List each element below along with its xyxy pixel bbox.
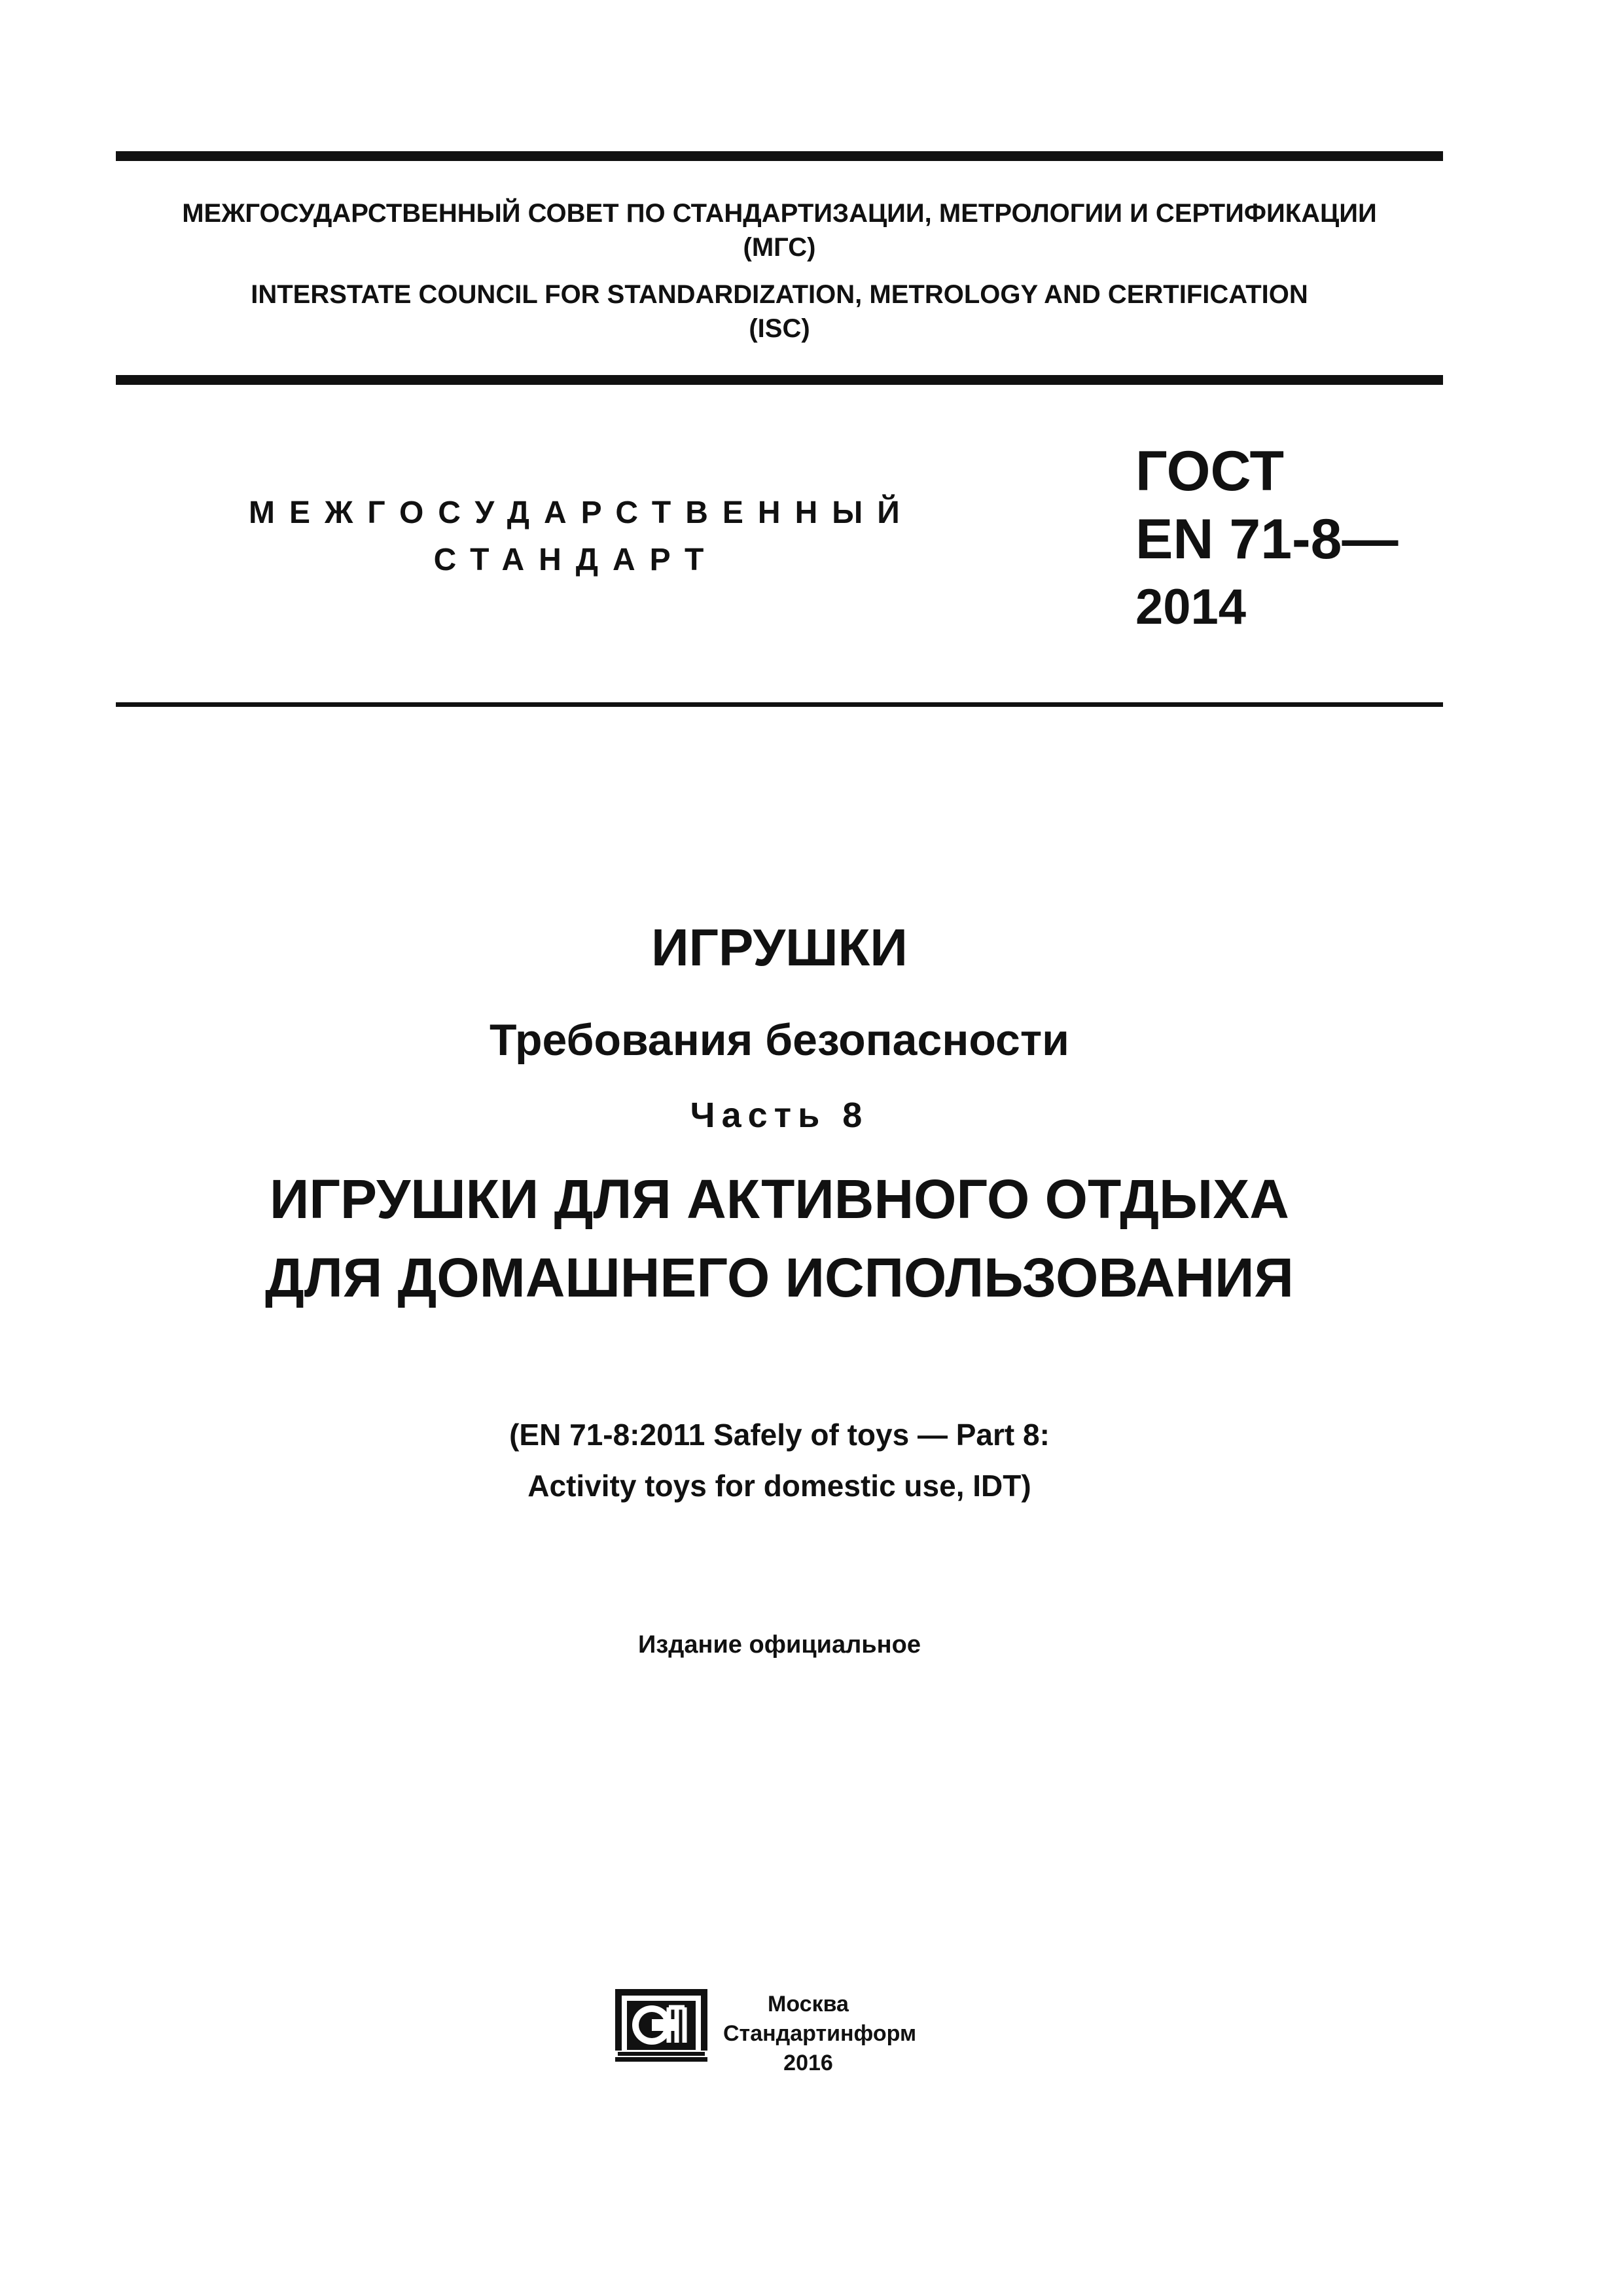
council-en-line1: INTERSTATE COUNCIL FOR STANDARDIZATION, METROLOGY AND CERTIFICATION: [251, 280, 1308, 309]
middle-rule: [116, 375, 1443, 385]
council-name-en: [116, 278, 1443, 346]
standard-kind-line1: МЕЖГОСУДАРСТВЕННЫЙ: [249, 495, 914, 530]
document-title: ИГРУШКИ: [651, 918, 908, 977]
publisher-name: Стандартинформ: [723, 2021, 917, 2046]
gost-number: EN 71-8—: [1135, 508, 1399, 571]
council-ru-abbr: (МГС): [743, 233, 816, 262]
edition-label: Издание официальное: [638, 1631, 921, 1659]
publisher-city: Москва: [768, 1992, 849, 2017]
lower-rule: [116, 702, 1443, 707]
document-subtitle: Требования безопасности: [490, 1015, 1069, 1065]
council-en-abbr: (ISC): [749, 314, 810, 343]
council-name-ru: [116, 196, 1443, 264]
document-part: Часть 8: [690, 1096, 869, 1135]
original-standard-line2: Activity toys for domestic use, IDT): [527, 1469, 1031, 1503]
standartinform-logo-icon: [614, 1988, 709, 2063]
part-title-line1: ИГРУШКИ ДЛЯ АКТИВНОГО ОТДЫХА: [270, 1168, 1289, 1230]
council-ru-line1: МЕЖГОСУДАРСТВЕННЫЙ СОВЕТ ПО СТАНДАРТИЗАЦИИ, МЕТРОЛОГИИ И СЕРТИФИКАЦИИ: [182, 199, 1377, 228]
top-rule: [116, 151, 1443, 161]
gost-year: 2014: [1135, 579, 1247, 635]
gost-label: ГОСТ: [1135, 440, 1285, 503]
standard-kind-line2: СТАНДАРТ: [433, 543, 719, 577]
part-title-line2: ДЛЯ ДОМАШНЕГО ИСПОЛЬЗОВАНИЯ: [265, 1247, 1294, 1308]
publisher-year: 2016: [783, 2051, 833, 2075]
original-standard-line1: (EN 71-8:2011 Safely of toys — Part 8:: [509, 1418, 1050, 1452]
